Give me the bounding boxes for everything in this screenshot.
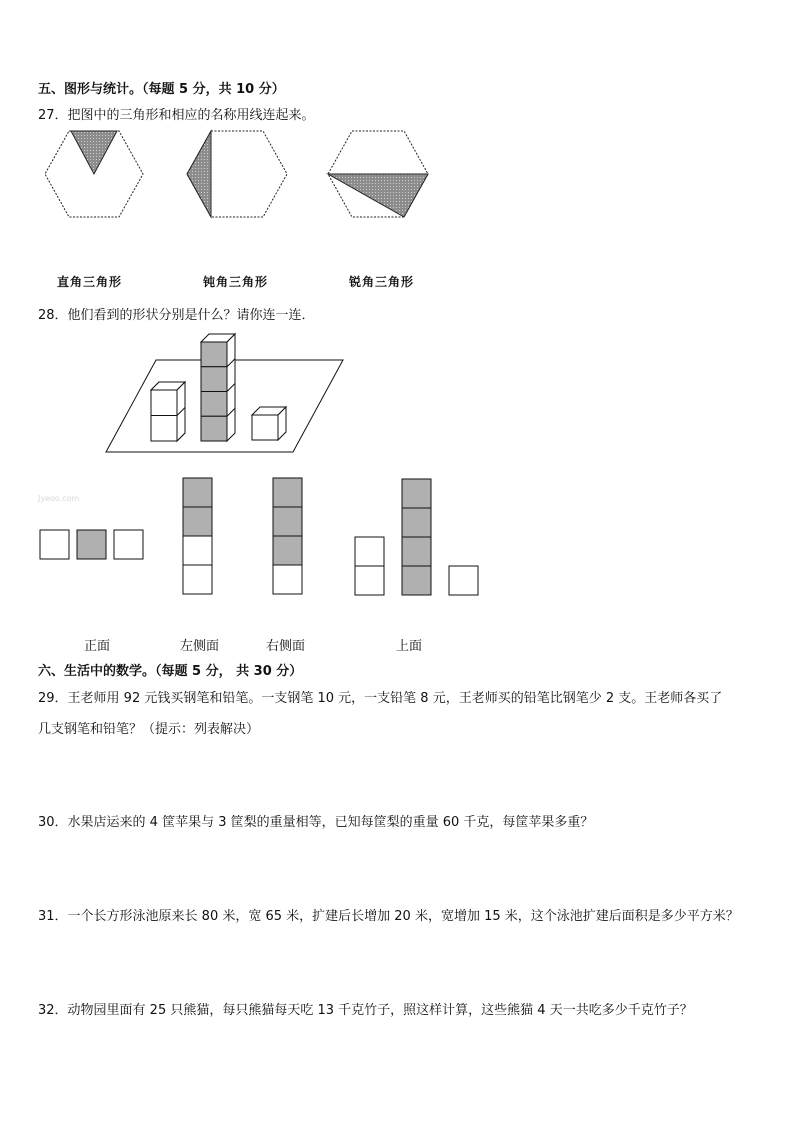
- cube-single-right: [252, 407, 286, 440]
- cube-stack-middle: [201, 334, 235, 441]
- question-32: 32．动物园里面有 25 只熊猫，每只熊猫每天吃 13 千克竹子，照这样计算，这些熊猫 4 天一共吃多少千克竹子？: [38, 1003, 693, 1018]
- cube-stack-left: [151, 382, 185, 441]
- triangle-label-1: 直角三角形: [57, 275, 123, 289]
- view-label-top: 上面: [396, 639, 423, 654]
- section6-heading: 六、生活中的数学。（每题 5 分， 共 30 分）: [38, 664, 303, 679]
- triangle-label-2: 钝角三角形: [203, 275, 269, 289]
- view-left-side: [183, 478, 212, 594]
- view-label-right: 右侧面: [266, 639, 306, 654]
- question-28: 28．他们看到的形状分别是什么？请你连一连．: [38, 308, 315, 323]
- question-29-line1: 29．王老师用 92 元钱买钢笔和铅笔。一支钢笔 10 元，一支铅笔 8 元，王老师买的铅笔比钢笔少 2 支。王老师各买了: [38, 691, 723, 706]
- cube-scene: [0, 0, 794, 470]
- view-right-side: [273, 478, 302, 594]
- question-27: 27．把图中的三角形和相应的名称用线连起来。: [38, 108, 315, 123]
- question-29-line2: 几支钢笔和铅笔？（提示：列表解决）: [38, 722, 260, 737]
- question-30: 30．水果店运来的 4 筐苹果与 3 筐梨的重量相等，已知每筐梨的重量 60 千克，每筐苹果多重？: [38, 815, 594, 830]
- triangle-label-3: 锐角三角形: [349, 275, 415, 289]
- view-label-left: 左侧面: [180, 639, 220, 654]
- view-label-front: 正面: [84, 639, 111, 654]
- watermark: Jyeoo.com: [38, 494, 80, 503]
- view-front: [40, 530, 143, 559]
- section5-heading: 五、图形与统计。（每题 5 分，共 10 分）: [38, 82, 285, 97]
- question-31: 31．一个长方形泳池原来长 80 米，宽 65 米，扩建后长增加 20 米，宽增加 15 米，这个泳池扩建后面积是多少平方米？: [38, 909, 739, 924]
- view-top: [355, 479, 478, 595]
